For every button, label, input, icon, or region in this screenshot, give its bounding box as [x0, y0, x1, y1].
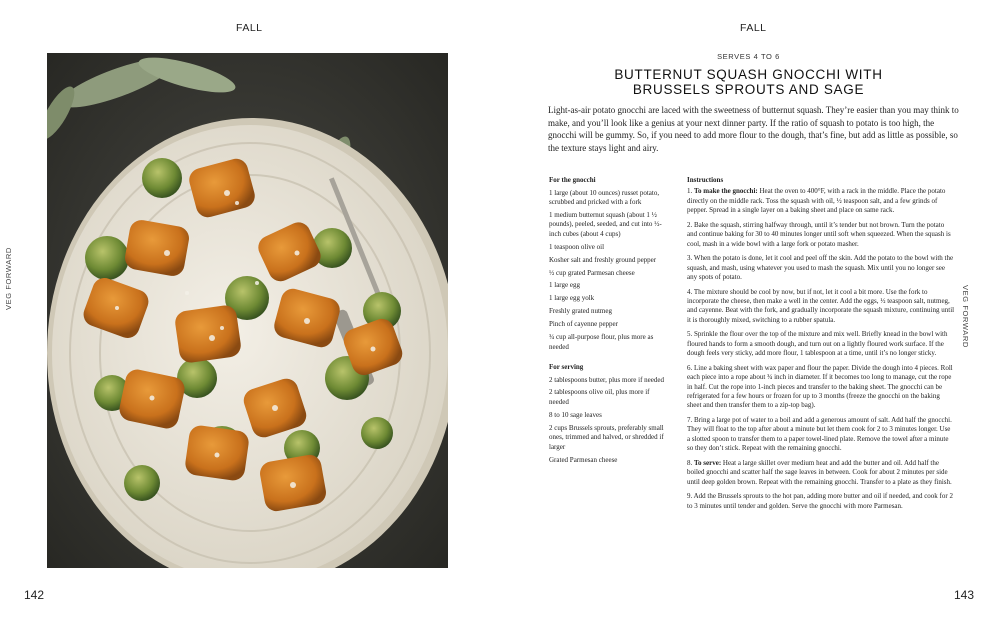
section-tab-right: VEG FORWARD	[961, 285, 970, 348]
ingredient-item: 2 tablespoons butter, plus more if needed	[549, 375, 664, 384]
recipe-title	[497, 67, 1000, 97]
instruction-step: 3. When the potato is done, let it cool and peel off the skin. Add the potato to the bowl with the squash, and mash, using whatever you used to mash the squash. Mix until you no longer see any spots of potato.	[687, 254, 954, 282]
instruction-step: 7. Bring a large pot of water to a boil and add a generous amount of salt. Add half the gnocchi. They will float to the top after about a minute but let them cook for 2 to 3 minutes longer. Use a slotted spoon to transfer them to a paper towel-lined plate. Remove the towel after a minute so they don’t stick. Repeat with the remaining gnocchi.	[687, 416, 952, 453]
instruction-step: 8. To serve: Heat a large skillet over medium heat and add the butter and oil. Add half the boiled gnocchi and scatter half the sage leaves in between. Cook for about 2 minutes per side until deep golden brown. Repeat with the remaining gnocchi. Transfer to a plate as they finish.	[687, 458, 952, 486]
title-line-1: BUTTERNUT SQUASH GNOCCHI WITH	[614, 67, 883, 82]
instruction-step: 9. Add the Brussels sprouts to the hot pan, adding more butter and oil if needed, and cook for 2 to 3 minutes until tender and golden. Serve the gnocchi with more Parmesan.	[687, 492, 953, 510]
ingredient-item: Kosher salt and freshly ground pepper	[549, 255, 657, 264]
page-number-right: 143	[954, 588, 975, 602]
instructions-column	[687, 176, 955, 516]
section-tab-left: VEG FORWARD	[4, 247, 13, 310]
serving-ingredient-list	[549, 376, 671, 466]
ingredient-item: Grated Parmesan cheese	[549, 455, 618, 464]
ingredient-item: 1 large egg yolk	[549, 294, 595, 303]
dish-photo	[47, 53, 448, 568]
running-head-left: FALL	[236, 22, 263, 34]
dish-illustration	[47, 53, 448, 568]
instruction-steps	[687, 187, 955, 511]
instructions-heading: Instructions	[687, 176, 724, 184]
ingredient-item: 1 medium butternut squash (about 1 ½ pounds), peeled, seeded, and cut into ½-inch cubes (about 4 cups)	[549, 210, 662, 238]
gnocchi-ingredient-list	[549, 189, 671, 353]
ingredient-item: 2 tablespoons olive oil, plus more if needed	[549, 388, 650, 406]
ingredient-item: 8 to 10 sage leaves	[549, 410, 602, 419]
page-number-left: 142	[24, 588, 45, 602]
ingredient-item: 2 cups Brussels sprouts, preferably small ones, trimmed and halved, or shredded if larger	[549, 423, 664, 451]
serves-line: SERVES 4 TO 6	[717, 52, 780, 61]
serving-heading: For serving	[549, 363, 584, 372]
ingredient-item: 1 large (about 10 ounces) russet potato, scrubbed and pricked with a fork	[549, 188, 660, 206]
ingredient-item: Freshly grated nutmeg	[549, 307, 612, 316]
running-head-right: FALL	[740, 22, 767, 34]
title-line-2: BRUSSELS SPROUTS AND SAGE	[632, 82, 865, 97]
right-page	[497, 0, 1000, 622]
instruction-step: 6. Line a baking sheet with wax paper and flour the paper. Divide the dough into 4 pieces. Roll each piece into a rope about ¾ inch in diameter. If it becomes too long to manage, cut the rope in half. Cut the rope into 1-inch pieces and transfer to the baking sheet. The gnocchi can be refrigerated for a few hours or frozen for up to 3 months (freeze the gnocchi on the baking sheet and then transfer them to a zip-top bag).	[687, 363, 953, 410]
ingredient-item: 1 teaspoon olive oil	[549, 242, 605, 251]
ingredient-item: ½ cup grated Parmesan cheese	[549, 268, 635, 277]
ingredient-item: ¾ cup all-purpose flour, plus more as needed	[549, 333, 654, 351]
ingredient-item: Pinch of cayenne pepper	[549, 320, 618, 329]
ingredient-item: 1 large egg	[549, 281, 580, 290]
ingredients-column	[549, 176, 671, 468]
instruction-step: 2. Bake the squash, stirring halfway through, until it’s tender but not brown. Turn the potato and continue baking for 30 to 40 minutes longer until soft when squeezed. When the squash is cool, mash in a wide bowl with a large fork or potato masher.	[687, 220, 951, 248]
recipe-intro: Light-as-air potato gnocchi are laced with the sweetness of butternut squash. They’re easier than you may think to make, and you’ll look like a genius at your next dinner party. If the ratio of squash to potato is too high, the gnocchi will be gummy. So, if you need to add more flour to the dough, that’s fine, but add as little as possible, so the texture stays light and airy.	[548, 105, 959, 153]
serving-group	[549, 363, 671, 465]
instruction-step: 1. To make the gnocchi: Heat the oven to 400°F, with a rack in the middle. Place the potato directly on the middle rack. Toss the squash with oil, ½ teaspoon salt, and a few grinds of pepper. Spread in a single layer on a baking sheet and place on same rack.	[687, 187, 946, 215]
gnocchi-heading: For the gnocchi	[549, 176, 596, 184]
instruction-step: 5. Sprinkle the flour over the top of the mixture and mix well. Briefly knead in the bowl with floured hands to form a smooth dough, and turn out on a lightly floured work surface. If the dough feels very sticky, add more flour, 1 tablespoon at a time, until it’s no longer sticky.	[687, 330, 948, 358]
left-page	[0, 0, 497, 622]
instruction-step: 4. The mixture should be cool by now, but if not, let it cool a bit more. Use the fork to incorporate the cheese, then make a well in the center. Add the eggs, ½ teaspoon salt, nutmeg, and cayenne. Beat with the fork, and gradually incorporate the squash mixture, continuing until it is thoroughly mixed, switching to a rubber spatula.	[687, 287, 955, 324]
